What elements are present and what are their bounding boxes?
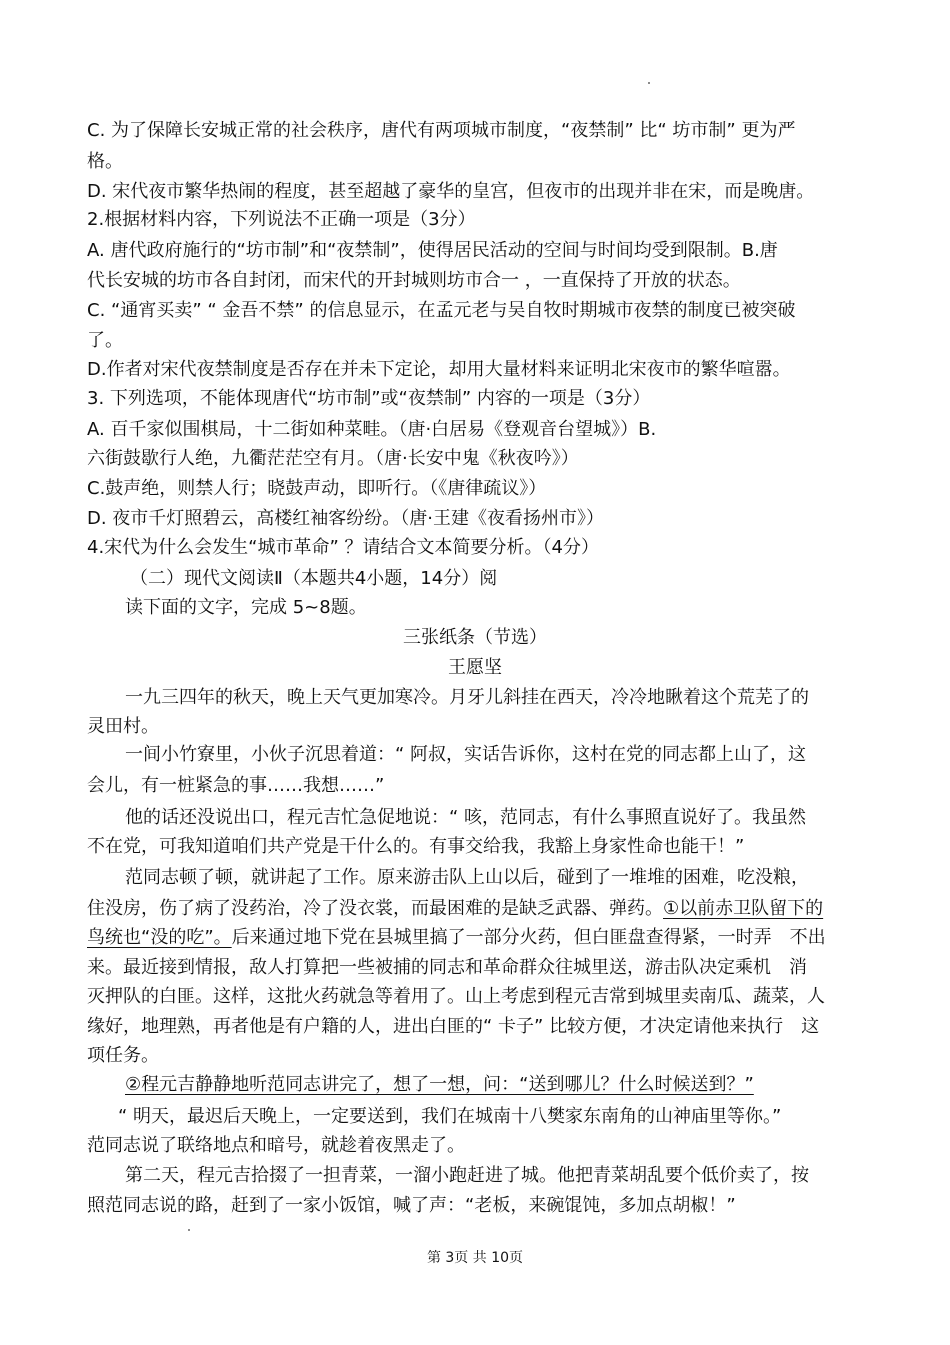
text-span: 住没房，伤了病了没药治，冷了没衣裳，而最困难的是缺乏武器、弹药。 [87,898,663,919]
option-a-q2: A. 唐代政府施行的“坊市制”和“夜禁制”，使得居民活动的空间与时间均受到限制。B.唐 [87,240,778,261]
paragraph-line: 缘好，地理熟，再者他是有户籍的人，进出白匪的“ 卡子” 比较方便，才决定请他来执行 这 [87,1016,820,1037]
article-title: 三张纸条（节选） [403,627,547,648]
option-c-q3: C.鼓声绝，则禁人行；晓鼓声动，即听行。（《唐律疏议》） [87,478,547,499]
underlined-sentence-1-cont: 鸟统也“没的吃”。 [87,927,232,948]
paragraph-line: 他的话还没说出口，程元吉忙急促地说：“ 咳，范同志，有什么事照直说好了。我虽然 [125,807,807,828]
paragraph-line [87,926,826,950]
paragraph-line: 灵田村。 [87,716,159,737]
paragraph-line: 照范同志说的路，赶到了一家小饭馆，喊了声：“老板，来碗馄饨，多加点胡椒！” [87,1195,736,1216]
paragraph-line: 第二天，程元吉拾掇了一担青菜，一溜小跑赶进了城。他把青菜胡乱要个低价卖了，按 [125,1165,809,1186]
question-3: 3. 下列选项，不能体现唐代“坊市制”或“夜禁制” 内容的一项是（3分） [87,388,651,409]
paragraph-line: 会儿，有一桩紧急的事……我想……” [87,775,385,796]
option-d-q2: D.作者对宋代夜禁制度是否存在并未下定论，却用大量材料来证明北宋夜市的繁华喧嚣。 [87,359,791,380]
paragraph-line: 一九三四年的秋天，晚上天气更加寒冷。月牙儿斜挂在西天，冷冷地瞅着这个荒芜了的 [125,687,809,708]
question-4: 4.宋代为什么会发生“城市革命” ？请结合文本简要分析。（4分） [87,537,599,558]
option-c-q2: C. “通宵买卖” “ 金吾不禁” 的信息显示，在孟元老与吴自牧时期城市夜禁的制度已被突破 [87,300,796,321]
text-line: 格。 [87,151,123,172]
page-footer: 第 3页 共 10页 [426,1250,524,1266]
instruction: 读下面的文字，完成 5~8题。 [125,597,367,618]
paragraph-line: 范同志说了联络地点和暗号，就趁着夜黑走了。 [87,1135,465,1156]
paragraph-line: 项任务。 [87,1045,159,1066]
option-a-q3: A. 百千家似围棋局，十二街如种菜畦。（唐·白居易《登观音台望城》）B. [87,419,657,440]
text-span: 后来通过地下党在县城里搞了一部分火药，但白匪盘查得紧，一时弄 不出 [231,927,826,948]
text-line: 六街鼓歇行人绝，九衢茫茫空有月。（唐·长安中鬼《秋夜吟》） [87,448,579,469]
underlined-sentence-1: ①以前赤卫队留下的 [663,898,824,919]
text-line: 了。 [87,330,123,351]
text-line: 代长安城的坊市各自封闭，而宋代的开封城则坊市合一 ，一直保持了开放的状态。 [87,270,741,291]
paragraph-line: 范同志顿了顿，就讲起了工作。原来游击队上山以后，碰到了一堆堆的困难，吃没粮， [125,867,809,888]
paragraph-line [87,897,823,921]
option-d-q1: D. 宋代夜市繁华热闹的程度，甚至超越了豪华的皇宫，但夜市的出现并非在宋，而是晚唐。 [87,181,815,202]
article-author: 王愿坚 [448,657,502,678]
paragraph-line: 来。最近接到情报，敌人打算把一些被捕的同志和革命群众往城里送，游击队决定乘机 消 [87,957,807,978]
option-d-q3: D. 夜市千灯照碧云，高楼红袖客纷纷。（唐·王建《夜看扬州市》） [87,508,605,529]
speck [648,82,650,84]
paragraph-line: 不在党，可我知道咱们共产党是干什么的。有事交给我，我豁上身家性命也能干！” [87,836,745,857]
underlined-sentence-2: ②程元吉静静地听范同志讲完了，想了一想，问：“送到哪儿？什么时候送到？” [125,1074,754,1095]
paragraph-line: 灭押队的白匪。这样，这批火药就急等着用了。山上考虑到程元吉常到城里卖南瓜、蔬菜，人 [87,986,825,1007]
section-heading: （二）现代文阅读Ⅱ（本题共4小题，14分）阅 [130,568,498,589]
question-2: 2.根据材料内容，下列说法不正确一项是（3分） [87,209,476,230]
paragraph-line: “ 明天，最迟后天晚上，一定要送到，我们在城南十八樊家东南角的山神庙里等你。” [118,1106,782,1127]
option-c-q1: C. 为了保障长安城正常的社会秩序，唐代有两项城市制度，“夜禁制” 比“ 坊市制” 更为严 [87,120,796,141]
paragraph-line: 一间小竹寮里，小伙子沉思着道：“ 阿叔，实话告诉你，这村在党的同志都上山了，这 [125,744,807,765]
speck [188,1229,190,1231]
